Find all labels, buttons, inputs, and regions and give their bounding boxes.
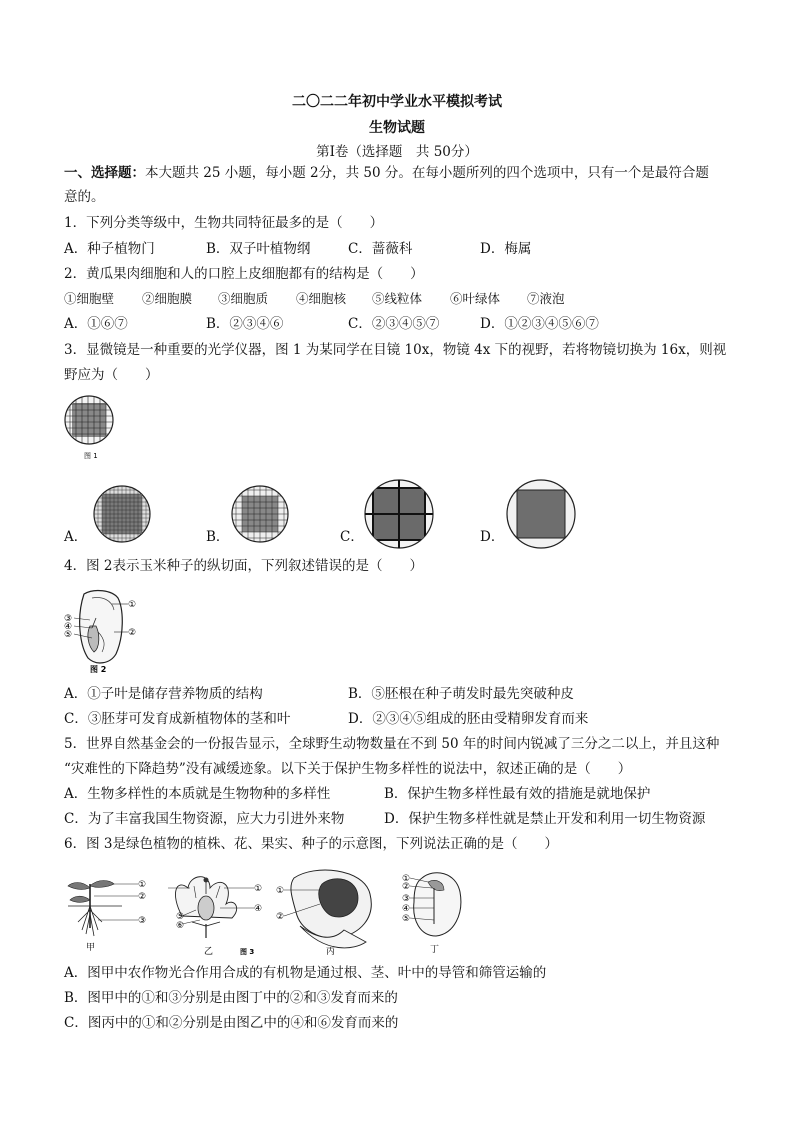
figure-1-caption: 图 1 (84, 452, 98, 460)
section-label: 一、选择题： (64, 165, 145, 181)
q2-option-d: D．①②③④⑤⑥⑦ (480, 316, 599, 332)
figure-3-flower-label-6: ⑥ (176, 921, 185, 931)
figure-2 (62, 588, 152, 676)
section-intro (64, 164, 709, 182)
q2-item-6: ⑥叶绿体 (450, 291, 501, 306)
q2-stem: 2．黄瓜果肉细胞和人的口腔上皮细胞都有的结构是（ ） (64, 266, 424, 282)
q1-option-c: C．蔷薇科 (348, 241, 413, 257)
section-intro-line2: 意的。 (64, 189, 105, 205)
q4-option-b: B．⑤胚根在种子萌发时最先突破种皮 (348, 686, 574, 702)
q5-option-d: D．保护生物多样性就是禁止开发和利用一切生物资源 (384, 811, 706, 827)
q6-option-b: B．图甲中的①和③分别是由图丁中的②和③发育而来的 (64, 990, 398, 1006)
figure-3-fruit (276, 870, 371, 957)
figure-3 (64, 864, 484, 956)
figure-2-label-2: ② (128, 628, 137, 638)
figure-1 (62, 396, 122, 464)
figure-3-plant-label-3: ③ (138, 916, 147, 926)
figure-2-label-1: ① (128, 600, 137, 610)
figure-3-plant-label-2: ② (138, 892, 147, 902)
q4-option-d: D．②③④⑤组成的胚由受精卵发育而来 (348, 711, 589, 727)
q2-item-4: ④细胞核 (296, 291, 347, 306)
q1-option-b: B．双子叶植物纲 (206, 241, 311, 257)
figure-3-plant-label-1: ① (138, 880, 147, 890)
figure-2-label-4: ④ (64, 622, 73, 632)
figure-3-flower-label-5: ⑤ (176, 912, 185, 922)
section-intro-line1: 本大题共 25 小题，每小题 2分，共 50 分。在每小题所列的四个选项中，只有一个是最符合题 (145, 165, 709, 181)
q2-option-b: B．②③④⑥ (206, 316, 284, 332)
figure-3-panel-ding: 丁 (430, 945, 440, 955)
figure-2-label-5: ⑤ (64, 630, 73, 640)
q2-option-c: C．②③④⑤⑦ (348, 316, 440, 332)
q5-option-a: A．生物多样性的本质就是生物物种的多样性 (64, 786, 331, 802)
q2-item-2: ②细胞膜 (142, 291, 193, 306)
figure-3-seed-label-5: ⑤ (402, 914, 411, 924)
figure-3-seed-label-1: ① (402, 874, 411, 884)
q3-option-d-view (505, 478, 577, 550)
figure-2-caption: 图 2 (90, 665, 107, 674)
subject-title: 生物试题 (369, 120, 425, 136)
figure-3-panel-yi: 乙 (204, 947, 214, 957)
q5-stem-line2: “灾难性的下降趋势”没有减缓迹象。以下关于保护生物多样性的说法中，叙述正确的是（ ） (64, 761, 632, 777)
figure-3-fruit-label-2: ② (276, 912, 285, 922)
figure-2-label-3: ③ (64, 614, 73, 624)
figure-3-panel-jia: 甲 (86, 943, 96, 953)
q5-option-c: C．为了丰富我国生物资源，应大力引进外来物 (64, 811, 345, 827)
figure-3-panel-bing: 丙 (326, 947, 336, 957)
q4-stem: 4．图 2表示玉米种子的纵切面，下列叙述错误的是（ ） (64, 558, 423, 574)
figure-3-fruit-label-1: ① (276, 886, 285, 896)
q3-stem-line2: 野应为（ ） (64, 367, 159, 383)
figure-3-seed-label-4: ④ (402, 904, 411, 914)
q4-option-c: C．③胚芽可发育成新植物体的茎和叶 (64, 711, 291, 727)
exam-title: 二〇二二年初中学业水平模拟考试 (292, 94, 502, 110)
q3-option-d: D． (480, 529, 505, 545)
q2-item-1: ①细胞壁 (64, 291, 115, 306)
q6-option-a: A．图甲中农作物光合作用合成的有机物是通过根、茎、叶中的导管和筛管运输的 (64, 965, 547, 981)
q3-option-a: A． (64, 529, 88, 545)
q6-option-c: C．图丙中的①和②分别是由图乙中的④和⑥发育而来的 (64, 1015, 399, 1031)
q6-stem: 6．图 3是绿色植物的植株、花、果实、种子的示意图，下列说法正确的是（ ） (64, 836, 558, 852)
figure-3-flower-label-1: ① (254, 884, 263, 894)
q1-stem: 1．下列分类等级中，生物共同特征最多的是（ ） (64, 215, 384, 231)
q3-stem-line1: 3．显微镜是一种重要的光学仪器，图 1 为某同学在目镜 10x，物镜 4x 下的视野，若将物镜切换为 16x，则视 (64, 342, 727, 358)
q1-option-a: A．种子植物门 (64, 241, 155, 257)
q2-item-5: ⑤线粒体 (372, 291, 423, 306)
figure-3-seed (402, 873, 461, 955)
figure-3-seed-label-2: ② (402, 882, 411, 892)
q2-option-a: A．①⑥⑦ (64, 316, 128, 332)
figure-3-seed-label-3: ③ (402, 894, 411, 904)
figure-3-plant (68, 880, 146, 953)
q1-option-d: D．梅属 (480, 241, 532, 257)
figure-3-flower-label-4: ④ (254, 904, 263, 914)
q5-option-b: B．保护生物多样性最有效的措施是就地保护 (384, 786, 651, 802)
volume-title: 第Ⅰ卷（选择题 共 50分） (316, 144, 478, 160)
q2-item-3: ③细胞质 (218, 291, 269, 306)
q3-option-b-view (230, 484, 290, 544)
q2-item-7: ⑦液泡 (527, 291, 565, 306)
figure-3-caption: 图 3 (240, 948, 255, 956)
q5-stem-line1: 5．世界自然基金会的一份报告显示，全球野生动物数量在不到 50 年的时间内锐减了三分之二以上，并且这种 (64, 736, 720, 752)
figure-3-flower (168, 877, 262, 957)
q3-option-b: B． (206, 529, 230, 545)
q3-option-c: C． (340, 529, 364, 545)
q4-option-a: A．①子叶是储存营养物质的结构 (64, 686, 263, 702)
q3-option-c-view (363, 478, 435, 550)
q3-option-a-view (92, 484, 152, 544)
